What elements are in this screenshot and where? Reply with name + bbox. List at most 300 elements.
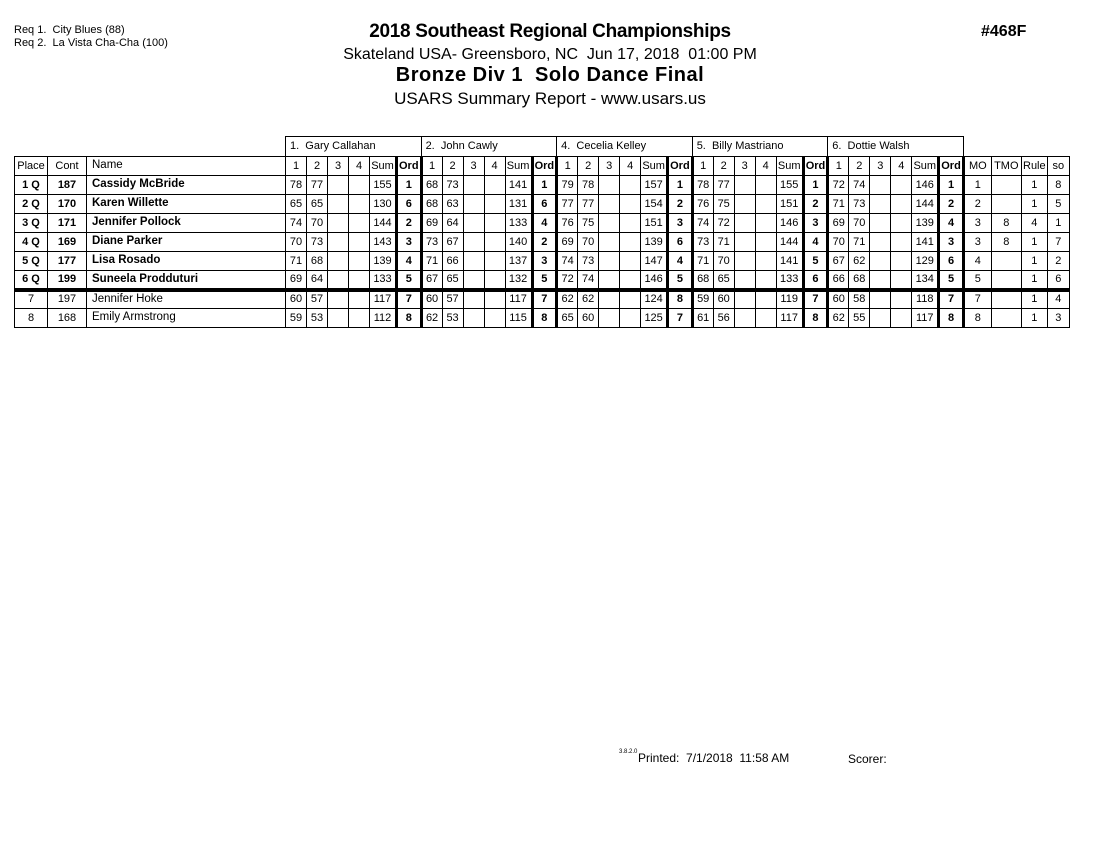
sum-cell-judge2: 131 [505,195,532,214]
score-cell-judge2 [484,214,505,233]
contestant-number-cell: 168 [48,309,87,328]
sum-cell-judge5: 117 [912,309,939,328]
score-cell-judge3: 74 [578,271,599,290]
judge-name-4: 5. Billy Mastriano [692,137,828,157]
score-cell-judge5: 70 [849,214,870,233]
score-cell-judge2: 68 [421,195,442,214]
place-cell: 4 Q [15,233,48,252]
col-header-judge1-1: 1 [286,157,307,176]
score-cell-judge2 [484,271,505,290]
col-header-judge4-2: 2 [713,157,734,176]
place-cell: 5 Q [15,252,48,271]
majority-ordinal-cell: 7 [963,290,991,309]
requirement-line-1: Req 1. City Blues (88) [14,24,125,36]
col-header-name: Name [87,157,286,176]
score-cell-judge5: 67 [828,252,849,271]
rule-cell: 1 [1021,252,1047,271]
col-header-judge3-1: 1 [557,157,578,176]
skater-name-cell: Lisa Rosado [87,252,286,271]
score-cell-judge1: 77 [307,176,328,195]
col-header-judge5-3: 3 [870,157,891,176]
ord-cell-judge5: 1 [939,176,964,195]
score-cell-judge4 [755,195,776,214]
score-cell-judge1: 74 [286,214,307,233]
sum-cell-judge4: 117 [776,309,803,328]
col-header-judge1-2: 2 [307,157,328,176]
col-header-tmo: TMO [991,157,1021,176]
sum-cell-judge1: 144 [370,214,397,233]
ord-cell-judge3: 8 [668,290,693,309]
sum-cell-judge3: 124 [641,290,668,309]
sum-cell-judge4: 146 [776,214,803,233]
score-cell-judge5: 71 [828,195,849,214]
score-cell-judge1 [328,233,349,252]
tmo-cell: 8 [991,214,1021,233]
score-cell-judge4 [734,214,755,233]
skater-name-cell: Karen Willette [87,195,286,214]
score-cell-judge5 [891,271,912,290]
score-cell-judge5 [870,233,891,252]
score-cell-judge2: 67 [421,271,442,290]
score-cell-judge2 [484,233,505,252]
sum-cell-judge3: 146 [641,271,668,290]
sum-cell-judge5: 139 [912,214,939,233]
col-header-judge3-3: 3 [599,157,620,176]
so-cell: 3 [1047,309,1069,328]
rule-cell: 1 [1021,233,1047,252]
rule-cell: 1 [1021,176,1047,195]
result-row-4 [15,233,1070,252]
event-code: #468F [981,23,1027,40]
col-header-judge2-1: 1 [421,157,442,176]
col-header-judge2-sum: Sum [505,157,532,176]
score-cell-judge1: 69 [286,271,307,290]
ord-cell-judge2: 8 [532,309,557,328]
tmo-cell [991,195,1021,214]
col-header-judge2-3: 3 [463,157,484,176]
score-cell-judge2: 69 [421,214,442,233]
col-header-judge3-sum: Sum [641,157,668,176]
scorer-label: Scorer: [848,752,887,766]
score-cell-judge2: 63 [442,195,463,214]
col-header-judge3-4: 4 [620,157,641,176]
col-header-judge3-2: 2 [578,157,599,176]
tmo-cell [991,290,1021,309]
majority-ordinal-cell: 4 [963,252,991,271]
score-cell-judge4: 68 [692,271,713,290]
majority-ordinal-cell: 5 [963,271,991,290]
result-row-5 [15,252,1070,271]
place-cell: 2 Q [15,195,48,214]
ord-cell-judge5: 7 [939,290,964,309]
score-cell-judge1 [328,271,349,290]
score-cell-judge3: 72 [557,271,578,290]
ord-cell-judge3: 1 [668,176,693,195]
sum-cell-judge3: 139 [641,233,668,252]
score-cell-judge2 [463,195,484,214]
ord-cell-judge4: 6 [803,271,828,290]
corner-spacer [15,137,286,157]
sum-cell-judge1: 143 [370,233,397,252]
score-cell-judge5: 74 [849,176,870,195]
judge-name-1: 1. Gary Callahan [286,137,422,157]
ord-cell-judge1: 5 [397,271,422,290]
score-cell-judge5: 68 [849,271,870,290]
col-header-judge5-sum: Sum [912,157,939,176]
col-header-judge1-sum: Sum [370,157,397,176]
so-cell: 7 [1047,233,1069,252]
score-cell-judge5 [891,176,912,195]
ord-cell-judge5: 2 [939,195,964,214]
rule-cell: 4 [1021,214,1047,233]
score-cell-judge1: 60 [286,290,307,309]
report-title: USARS Summary Report - www.usars.us [394,89,706,108]
requirement-line-2: Req 2. La Vista Cha-Cha (100) [14,37,168,49]
score-cell-judge1: 73 [307,233,328,252]
score-cell-judge4 [734,233,755,252]
score-cell-judge1 [349,214,370,233]
score-cell-judge3: 65 [557,309,578,328]
ord-cell-judge2: 4 [532,214,557,233]
sum-cell-judge3: 125 [641,309,668,328]
score-cell-judge5 [870,195,891,214]
score-cell-judge1: 65 [286,195,307,214]
score-cell-judge3: 76 [557,214,578,233]
sum-cell-judge1: 133 [370,271,397,290]
contestant-number-cell: 177 [48,252,87,271]
score-cell-judge5 [870,214,891,233]
skater-name-cell: Emily Armstrong [87,309,286,328]
sum-cell-judge1: 139 [370,252,397,271]
score-cell-judge3 [599,214,620,233]
score-cell-judge5: 71 [849,233,870,252]
score-cell-judge1 [349,195,370,214]
score-cell-judge5: 60 [828,290,849,309]
majority-ordinal-cell: 3 [963,233,991,252]
ord-cell-judge3: 3 [668,214,693,233]
ord-cell-judge2: 1 [532,176,557,195]
tmo-cell: 8 [991,233,1021,252]
col-header-so: so [1047,157,1069,176]
score-cell-judge3: 73 [578,252,599,271]
col-header-judge1-ord: Ord [397,157,422,176]
sum-cell-judge2: 132 [505,271,532,290]
sum-cell-judge5: 146 [912,176,939,195]
score-cell-judge3 [620,214,641,233]
so-cell: 6 [1047,271,1069,290]
col-header-judge5-1: 1 [828,157,849,176]
score-cell-judge3 [599,271,620,290]
place-cell: 3 Q [15,214,48,233]
right-spacer [963,137,1069,157]
ord-cell-judge1: 7 [397,290,422,309]
col-header-judge1-4: 4 [349,157,370,176]
score-cell-judge3: 74 [557,252,578,271]
score-cell-judge5 [891,233,912,252]
rule-cell: 1 [1021,271,1047,290]
score-cell-judge1: 57 [307,290,328,309]
col-header-judge3-ord: Ord [668,157,693,176]
so-cell: 4 [1047,290,1069,309]
ord-cell-judge4: 2 [803,195,828,214]
col-header-judge4-sum: Sum [776,157,803,176]
score-cell-judge3 [599,252,620,271]
sum-cell-judge3: 151 [641,214,668,233]
ord-cell-judge5: 3 [939,233,964,252]
result-row-6 [15,271,1070,290]
score-cell-judge4: 74 [692,214,713,233]
software-version: 3.8.2.0 [619,749,638,755]
sum-cell-judge4: 151 [776,195,803,214]
score-cell-judge1 [349,233,370,252]
score-cell-judge2: 62 [421,309,442,328]
score-cell-judge1: 68 [307,252,328,271]
ord-cell-judge3: 5 [668,271,693,290]
ord-cell-judge5: 6 [939,252,964,271]
score-cell-judge3 [620,309,641,328]
score-cell-judge1: 64 [307,271,328,290]
sum-cell-judge5: 141 [912,233,939,252]
score-cell-judge4 [734,271,755,290]
sum-cell-judge2: 137 [505,252,532,271]
sum-cell-judge4: 144 [776,233,803,252]
score-cell-judge3: 60 [578,309,599,328]
score-cell-judge2: 73 [442,176,463,195]
contestant-number-cell: 197 [48,290,87,309]
so-cell: 8 [1047,176,1069,195]
score-cell-judge4 [734,252,755,271]
results-table-body [15,137,1070,328]
sum-cell-judge1: 117 [370,290,397,309]
score-cell-judge4 [734,290,755,309]
score-cell-judge3 [599,233,620,252]
score-cell-judge3: 62 [578,290,599,309]
score-cell-judge2: 53 [442,309,463,328]
judge-name-2: 2. John Cawly [421,137,557,157]
score-cell-judge4 [755,214,776,233]
score-cell-judge5: 69 [828,214,849,233]
sum-cell-judge4: 119 [776,290,803,309]
sum-cell-judge3: 147 [641,252,668,271]
score-cell-judge2 [463,252,484,271]
col-header-judge2-ord: Ord [532,157,557,176]
ord-cell-judge2: 3 [532,252,557,271]
col-header-judge4-1: 1 [692,157,713,176]
score-cell-judge2: 66 [442,252,463,271]
contestant-number-cell: 199 [48,271,87,290]
score-cell-judge1: 78 [286,176,307,195]
score-cell-judge4: 71 [692,252,713,271]
score-cell-judge3 [599,309,620,328]
col-header-judge5-2: 2 [849,157,870,176]
ord-cell-judge1: 8 [397,309,422,328]
col-header-judge2-2: 2 [442,157,463,176]
score-cell-judge4 [755,271,776,290]
ord-cell-judge3: 6 [668,233,693,252]
score-cell-judge3: 78 [578,176,599,195]
score-cell-judge4: 77 [713,176,734,195]
event-title: Bronze Div 1 Solo Dance Final [395,64,705,86]
score-cell-judge3: 75 [578,214,599,233]
tmo-cell [991,176,1021,195]
score-cell-judge1 [328,290,349,309]
score-cell-judge2 [484,290,505,309]
score-cell-judge5: 62 [828,309,849,328]
score-cell-judge2 [463,233,484,252]
score-cell-judge4: 71 [713,233,734,252]
score-cell-judge1 [328,176,349,195]
tmo-cell [991,271,1021,290]
contestant-number-cell: 170 [48,195,87,214]
score-cell-judge3: 70 [578,233,599,252]
score-cell-judge4: 76 [692,195,713,214]
score-cell-judge1 [328,309,349,328]
col-header-judge2-4: 4 [484,157,505,176]
result-row-7 [15,290,1070,309]
sum-cell-judge1: 112 [370,309,397,328]
score-cell-judge5: 73 [849,195,870,214]
score-cell-judge1 [349,271,370,290]
score-cell-judge5 [891,290,912,309]
col-header-place: Place [15,157,48,176]
score-cell-judge2: 57 [442,290,463,309]
score-cell-judge4 [755,290,776,309]
tmo-cell [991,309,1021,328]
ord-cell-judge1: 6 [397,195,422,214]
ord-cell-judge3: 2 [668,195,693,214]
tmo-cell [991,252,1021,271]
score-cell-judge2: 73 [421,233,442,252]
ord-cell-judge4: 5 [803,252,828,271]
score-cell-judge5 [870,309,891,328]
score-cell-judge1 [349,176,370,195]
score-cell-judge3 [620,176,641,195]
score-cell-judge1 [328,195,349,214]
score-cell-judge1 [328,252,349,271]
sum-cell-judge4: 141 [776,252,803,271]
sum-cell-judge5: 118 [912,290,939,309]
score-cell-judge2 [484,195,505,214]
skater-name-cell: Jennifer Hoke [87,290,286,309]
score-cell-judge5 [870,176,891,195]
ord-cell-judge4: 4 [803,233,828,252]
score-cell-judge2 [463,214,484,233]
ord-cell-judge2: 7 [532,290,557,309]
score-cell-judge5: 72 [828,176,849,195]
score-cell-judge3 [599,176,620,195]
score-cell-judge2 [463,271,484,290]
col-header-judge4-ord: Ord [803,157,828,176]
place-cell: 1 Q [15,176,48,195]
contestant-number-cell: 169 [48,233,87,252]
ord-cell-judge2: 2 [532,233,557,252]
so-cell: 5 [1047,195,1069,214]
ord-cell-judge1: 1 [397,176,422,195]
page-title: 2018 Southeast Regional Championships [369,21,731,42]
results-table [14,136,1070,328]
score-cell-judge3 [620,271,641,290]
score-cell-judge4: 59 [692,290,713,309]
ord-cell-judge4: 8 [803,309,828,328]
contestant-number-cell: 171 [48,214,87,233]
score-cell-judge4 [755,252,776,271]
score-cell-judge2: 68 [421,176,442,195]
score-cell-judge5: 66 [828,271,849,290]
score-cell-judge4: 70 [713,252,734,271]
score-cell-judge5: 62 [849,252,870,271]
ord-cell-judge3: 4 [668,252,693,271]
score-cell-judge5 [870,252,891,271]
majority-ordinal-cell: 2 [963,195,991,214]
score-cell-judge5: 70 [828,233,849,252]
col-header-judge4-3: 3 [734,157,755,176]
place-cell: 6 Q [15,271,48,290]
score-cell-judge2: 71 [421,252,442,271]
ord-cell-judge2: 6 [532,195,557,214]
score-cell-judge3: 77 [578,195,599,214]
sum-cell-judge2: 140 [505,233,532,252]
score-cell-judge5 [891,309,912,328]
score-cell-judge3 [620,252,641,271]
score-cell-judge2 [463,309,484,328]
score-cell-judge3: 69 [557,233,578,252]
majority-ordinal-cell: 8 [963,309,991,328]
score-cell-judge5 [891,214,912,233]
score-cell-judge3: 77 [557,195,578,214]
score-cell-judge4: 56 [713,309,734,328]
sum-cell-judge2: 141 [505,176,532,195]
score-cell-judge1 [349,290,370,309]
so-cell: 1 [1047,214,1069,233]
result-row-8 [15,309,1070,328]
sum-cell-judge2: 117 [505,290,532,309]
so-cell: 2 [1047,252,1069,271]
score-cell-judge1: 53 [307,309,328,328]
score-cell-judge4 [734,309,755,328]
judge-header-row [15,137,1070,157]
col-header-cont: Cont [48,157,87,176]
printed-label: Printed: 7/1/2018 11:58 AM [638,751,790,765]
venue-date-line: Skateland USA- Greensboro, NC Jun 17, 2018 01:00 PM [343,46,757,63]
contestant-number-cell: 187 [48,176,87,195]
score-cell-judge5 [891,252,912,271]
score-cell-judge4: 75 [713,195,734,214]
score-cell-judge4: 78 [692,176,713,195]
col-header-judge4-4: 4 [755,157,776,176]
score-cell-judge3 [599,290,620,309]
score-cell-judge2: 64 [442,214,463,233]
result-row-1 [15,176,1070,195]
sum-cell-judge3: 154 [641,195,668,214]
score-cell-judge1: 65 [307,195,328,214]
score-cell-judge3: 62 [557,290,578,309]
judge-name-3: 4. Cecelia Kelley [557,137,693,157]
score-cell-judge1: 71 [286,252,307,271]
score-cell-judge4: 73 [692,233,713,252]
skater-name-cell: Jennifer Pollock [87,214,286,233]
score-cell-judge1 [349,252,370,271]
sum-cell-judge2: 133 [505,214,532,233]
score-cell-judge4: 72 [713,214,734,233]
majority-ordinal-cell: 1 [963,176,991,195]
score-cell-judge3 [620,290,641,309]
sum-cell-judge4: 133 [776,271,803,290]
sum-cell-judge1: 155 [370,176,397,195]
place-cell: 8 [15,309,48,328]
score-cell-judge4: 61 [692,309,713,328]
score-cell-judge5 [870,290,891,309]
sum-cell-judge4: 155 [776,176,803,195]
